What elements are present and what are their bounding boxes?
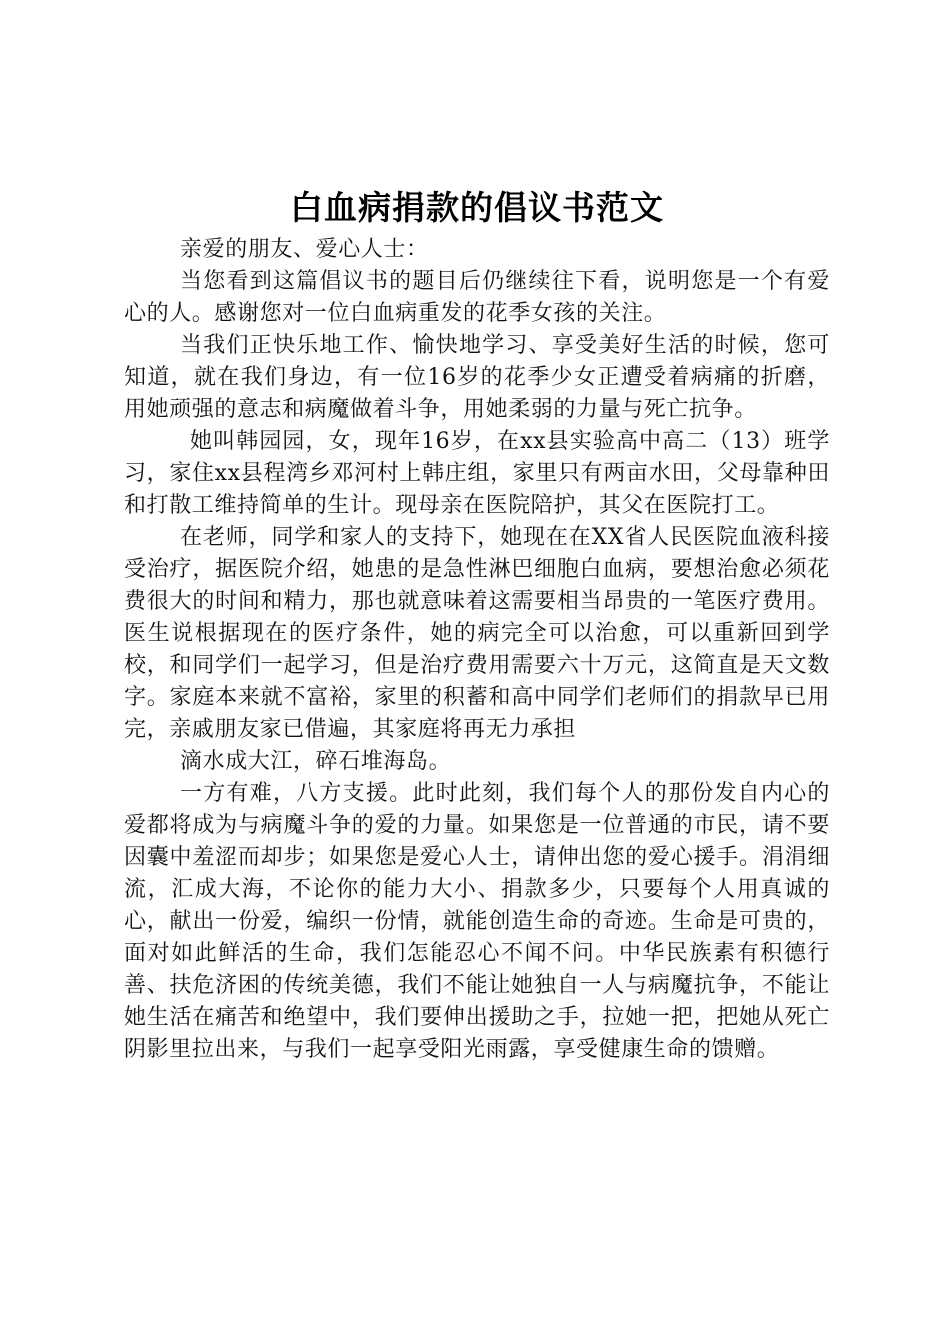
patient-info-paragraph: 她叫韩园园，女，现年16岁，在xx县实验高中高二（13）班学习，家住xx县程湾乡邓河村上韩庄组，家里只有两亩水田，父母靠种田和打散工维持简单的生计。现母亲在医院陪护，其父在医院打工。	[124, 429, 830, 518]
treatment-paragraph: 在老师，同学和家人的支持下，她现在在XX省人民医院血液科接受治疗，据医院介绍，她患的是急性淋巴细胞白血病，要想治愈必须花费很大的时间和精力，那也就意味着这需要相当昂贵的一笔医疗费用。医生说根据现在的医疗条件，她的病完全可以治愈，可以重新回到学校，和同学们一起学习，但是治疗费用需要六十万元，这简直是天文数字。家庭本来就不富裕，家里的积蓄和高中同学们老师们的捐款早已用完，亲戚朋友家已借遍，其家庭将再无力承担	[124, 525, 830, 742]
salutation-paragraph: 亲爱的朋友、爱心人士：	[180, 237, 429, 262]
document-title: 白血病捐款的倡议书范文	[290, 188, 664, 227]
document-body	[124, 186, 830, 1066]
situation-paragraph: 当我们正快乐地工作、愉快地学习、享受美好生活的时候，您可知道，就在我们身边，有一位16岁的花季少女正遭受着病痛的折磨，用她顽强的意志和病魔做着斗争，用她柔弱的力量与死亡抗争。	[124, 333, 830, 422]
appeal-paragraph: 一方有难，八方支援。此时此刻，我们每个人的那份发自内心的爱都将成为与病魔斗争的爱的力量。如果您是一位普通的市民，请不要因囊中羞涩而却步；如果您是爱心人士，请伸出您的爱心援手。涓涓细流，汇成大海，不论你的能力大小、捐款多少，只要每个人用真诚的心，献出一份爱，编织一份情，就能创造生命的奇迹。生命是可贵的，面对如此鲜活的生命，我们怎能忍心不闻不问。中华民族素有积德行善、扶危济困的传统美德，我们不能让她独自一人与病魔抗争，不能让她生活在痛苦和绝望中，我们要伸出援助之手，拉她一把，把她从死亡阴影里拉出来，与我们一起享受阳光雨露，享受健康生命的馈赠。	[124, 781, 830, 1062]
intro-paragraph: 当您看到这篇倡议书的题目后仍继续往下看，说明您是一个有爱心的人。感谢您对一位白血病重发的花季女孩的关注。	[124, 269, 830, 326]
proverb-paragraph: 滴水成大江，碎石堆海岛。	[180, 749, 452, 774]
